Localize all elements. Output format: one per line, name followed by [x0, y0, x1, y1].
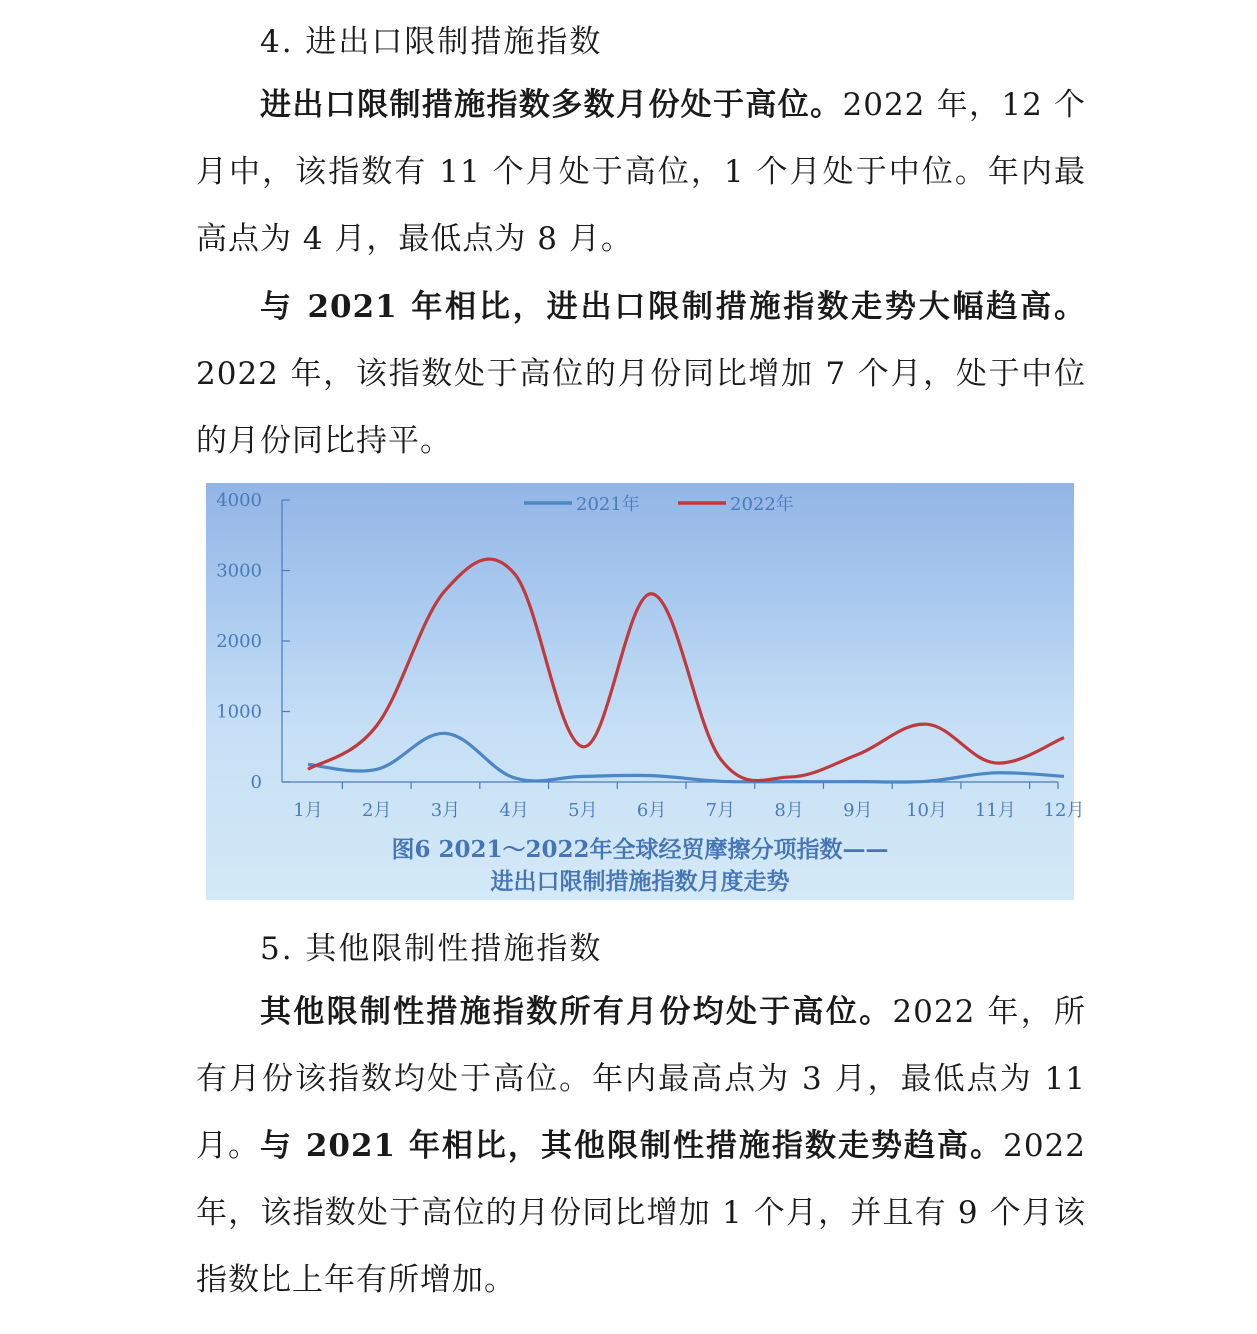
- section-5-paragraph-2: [196, 1113, 1086, 1314]
- line-chart: [206, 483, 1085, 823]
- x-tick-label: 7月: [705, 800, 736, 821]
- y-tick-label: 3000: [216, 560, 262, 582]
- legend-label-2022年: 2022年: [730, 494, 794, 515]
- x-tick-label: 3月: [430, 800, 461, 821]
- section-4-paragraph-1-text: 2022 年，12 个月中，该指数有 11 个月处于高位，1 个月处于中位。年内最高点为 4 月，最低点为 8 月。: [196, 87, 1087, 257]
- x-tick-label: 1月: [293, 800, 323, 821]
- section-4-paragraph-1-lead: 进出口限制措施指数多数月份处于高位。: [260, 87, 843, 123]
- series-line-2021年: [308, 733, 1064, 782]
- x-tick-label: 4月: [499, 800, 529, 821]
- section-4-paragraph-2-text: 2022 年，该指数处于高位的月份同比增加 7 个月，处于中位的月份同比持平。: [196, 356, 1086, 459]
- chart-legend: [524, 493, 794, 515]
- figure-caption-line-1: 图6 2021～2022年全球经贸摩擦分项指数——: [391, 836, 889, 863]
- series-line-2022年: [308, 559, 1064, 781]
- y-tick-label: 4000: [216, 490, 262, 511]
- x-tick-label: 5月: [568, 800, 598, 821]
- x-tick-label: 6月: [636, 800, 667, 821]
- y-tick-label: 2000: [216, 631, 262, 652]
- legend-label-2021年: 2021年: [576, 494, 640, 515]
- section-4-paragraph-2: [196, 274, 1086, 475]
- section-5-heading: 5. 其他限制性措施指数: [260, 931, 603, 967]
- section-4-paragraph-2-lead: 与 2021 年相比，进出口限制措施指数走势大幅趋高。: [260, 289, 1086, 325]
- x-tick-label: 11月: [974, 800, 1016, 821]
- x-tick-label: 2月: [362, 800, 392, 821]
- section-5-paragraph-1-lead: 其他限制性措施指数所有月份均处于高位。: [260, 994, 893, 1030]
- figure-6: [206, 483, 1085, 900]
- y-tick-label: 0: [250, 772, 262, 793]
- x-tick-label: 9月: [843, 800, 873, 821]
- section-5-paragraph-2-text: 2022 年，该指数处于高位的月份同比增加 1 个月，并且有 9 个月该指数比上年有所增加。: [196, 1128, 1086, 1298]
- x-tick-label: 10月: [906, 800, 947, 821]
- section-4-heading: 4. 进出口限制措施指数: [260, 24, 603, 60]
- figure-caption-line-2: 进出口限制措施指数月度走势: [490, 868, 790, 895]
- x-tick-label: 8月: [774, 800, 804, 821]
- y-tick-label: 1000: [216, 701, 262, 723]
- section-5-paragraph-1-text: 2022 年，所有月份该指数均处于高位。年内最高点为 3 月，最低点为 11 月。: [196, 994, 1087, 1164]
- chart-series: [308, 559, 1064, 782]
- section-5-paragraph-2-lead: 与 2021 年相比，其他限制性措施指数走势趋高。: [260, 1128, 1004, 1164]
- x-tick-label: 12月: [1043, 800, 1085, 821]
- section-4-paragraph-1: [196, 72, 1086, 273]
